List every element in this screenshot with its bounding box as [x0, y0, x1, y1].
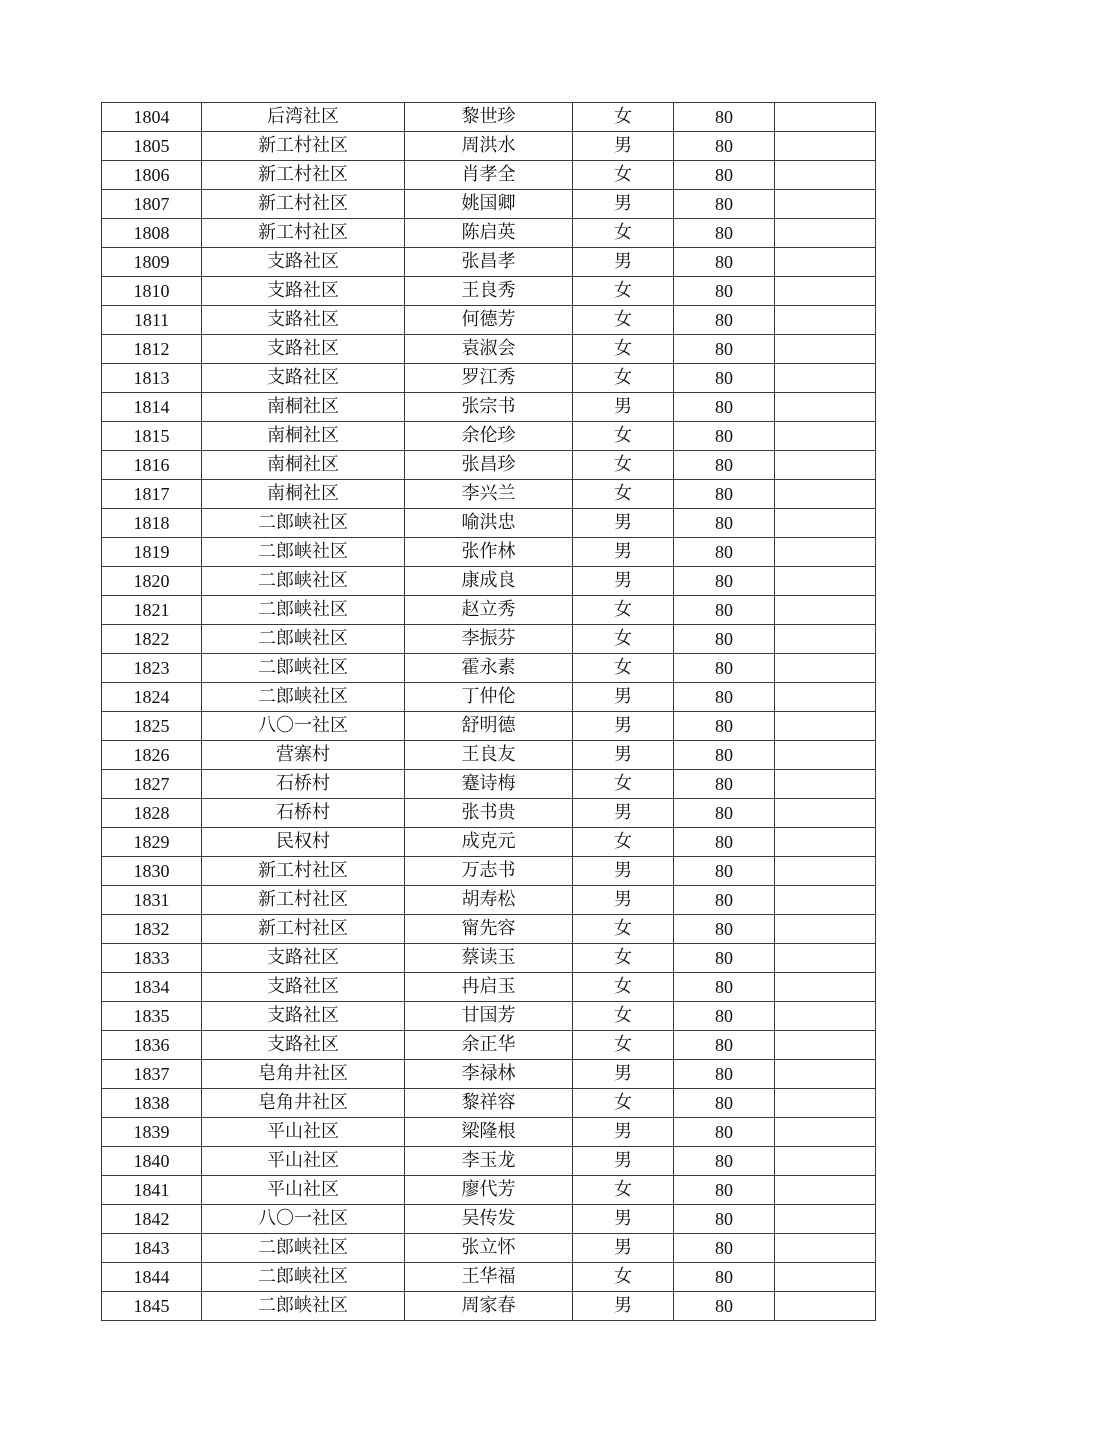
serial-number-cell: 1838 [102, 1089, 202, 1118]
person-name-cell: 甘国芳 [405, 1002, 573, 1031]
gender-cell: 女 [573, 654, 674, 683]
person-name-cell: 周家春 [405, 1292, 573, 1321]
age-cell: 80 [674, 132, 775, 161]
note-cell [775, 915, 876, 944]
serial-number-cell: 1815 [102, 422, 202, 451]
table-row [102, 1118, 876, 1147]
serial-number-cell: 1833 [102, 944, 202, 973]
table-row [102, 480, 876, 509]
table-row [102, 103, 876, 132]
serial-number-cell: 1811 [102, 306, 202, 335]
gender-cell: 男 [573, 509, 674, 538]
community-cell: 支路社区 [202, 248, 405, 277]
age-cell: 80 [674, 1147, 775, 1176]
note-cell [775, 480, 876, 509]
note-cell [775, 277, 876, 306]
gender-cell: 女 [573, 828, 674, 857]
gender-cell: 女 [573, 596, 674, 625]
serial-number-cell: 1832 [102, 915, 202, 944]
person-name-cell: 霍永素 [405, 654, 573, 683]
community-cell: 二郎峡社区 [202, 538, 405, 567]
age-cell: 80 [674, 509, 775, 538]
gender-cell: 男 [573, 1060, 674, 1089]
serial-number-cell: 1835 [102, 1002, 202, 1031]
person-name-cell: 姚国卿 [405, 190, 573, 219]
serial-number-cell: 1809 [102, 248, 202, 277]
table-row [102, 1292, 876, 1321]
table-row [102, 248, 876, 277]
person-name-cell: 吴传发 [405, 1205, 573, 1234]
table-row [102, 1205, 876, 1234]
note-cell [775, 741, 876, 770]
age-cell: 80 [674, 857, 775, 886]
serial-number-cell: 1837 [102, 1060, 202, 1089]
community-cell: 南桐社区 [202, 480, 405, 509]
table-row [102, 1060, 876, 1089]
note-cell [775, 1118, 876, 1147]
table-row [102, 219, 876, 248]
community-cell: 二郎峡社区 [202, 654, 405, 683]
gender-cell: 女 [573, 277, 674, 306]
note-cell [775, 654, 876, 683]
table-row [102, 335, 876, 364]
community-cell: 八〇一社区 [202, 1205, 405, 1234]
note-cell [775, 886, 876, 915]
gender-cell: 男 [573, 393, 674, 422]
community-cell: 支路社区 [202, 944, 405, 973]
age-cell: 80 [674, 1234, 775, 1263]
person-name-cell: 康成良 [405, 567, 573, 596]
serial-number-cell: 1820 [102, 567, 202, 596]
table-row [102, 190, 876, 219]
serial-number-cell: 1839 [102, 1118, 202, 1147]
serial-number-cell: 1840 [102, 1147, 202, 1176]
age-cell: 80 [674, 973, 775, 1002]
gender-cell: 男 [573, 1147, 674, 1176]
serial-number-cell: 1806 [102, 161, 202, 190]
gender-cell: 男 [573, 190, 674, 219]
person-name-cell: 丁仲伦 [405, 683, 573, 712]
serial-number-cell: 1844 [102, 1263, 202, 1292]
community-cell: 支路社区 [202, 335, 405, 364]
gender-cell: 女 [573, 161, 674, 190]
community-cell: 二郎峡社区 [202, 625, 405, 654]
note-cell [775, 596, 876, 625]
person-name-cell: 张昌珍 [405, 451, 573, 480]
person-name-cell: 陈启英 [405, 219, 573, 248]
note-cell [775, 509, 876, 538]
person-name-cell: 冉启玉 [405, 973, 573, 1002]
gender-cell: 女 [573, 1263, 674, 1292]
community-cell: 民权村 [202, 828, 405, 857]
age-cell: 80 [674, 770, 775, 799]
community-cell: 二郎峡社区 [202, 1292, 405, 1321]
community-cell: 南桐社区 [202, 422, 405, 451]
community-cell: 支路社区 [202, 1031, 405, 1060]
age-cell: 80 [674, 161, 775, 190]
person-name-cell: 成克元 [405, 828, 573, 857]
community-cell: 皂角井社区 [202, 1089, 405, 1118]
serial-number-cell: 1831 [102, 886, 202, 915]
note-cell [775, 625, 876, 654]
age-cell: 80 [674, 335, 775, 364]
table-row [102, 973, 876, 1002]
gender-cell: 女 [573, 335, 674, 364]
age-cell: 80 [674, 799, 775, 828]
person-name-cell: 舒明德 [405, 712, 573, 741]
age-cell: 80 [674, 1205, 775, 1234]
gender-cell: 男 [573, 538, 674, 567]
person-name-cell: 蹇诗梅 [405, 770, 573, 799]
serial-number-cell: 1814 [102, 393, 202, 422]
person-name-cell: 王良友 [405, 741, 573, 770]
community-cell: 平山社区 [202, 1118, 405, 1147]
age-cell: 80 [674, 393, 775, 422]
person-name-cell: 赵立秀 [405, 596, 573, 625]
table-row [102, 1147, 876, 1176]
table-row [102, 799, 876, 828]
community-cell: 二郎峡社区 [202, 567, 405, 596]
age-cell: 80 [674, 944, 775, 973]
table-row [102, 596, 876, 625]
gender-cell: 女 [573, 422, 674, 451]
person-name-cell: 黎祥容 [405, 1089, 573, 1118]
note-cell [775, 857, 876, 886]
person-name-cell: 廖代芳 [405, 1176, 573, 1205]
note-cell [775, 393, 876, 422]
note-cell [775, 451, 876, 480]
note-cell [775, 973, 876, 1002]
note-cell [775, 1002, 876, 1031]
table-row [102, 828, 876, 857]
community-cell: 新工村社区 [202, 886, 405, 915]
note-cell [775, 219, 876, 248]
person-name-cell: 张书贵 [405, 799, 573, 828]
gender-cell: 女 [573, 103, 674, 132]
person-name-cell: 蔡读玉 [405, 944, 573, 973]
serial-number-cell: 1827 [102, 770, 202, 799]
note-cell [775, 161, 876, 190]
note-cell [775, 1089, 876, 1118]
age-cell: 80 [674, 219, 775, 248]
note-cell [775, 335, 876, 364]
community-cell: 新工村社区 [202, 857, 405, 886]
gender-cell: 男 [573, 683, 674, 712]
table-row [102, 306, 876, 335]
table-row [102, 509, 876, 538]
serial-number-cell: 1810 [102, 277, 202, 306]
table-row [102, 1002, 876, 1031]
gender-cell: 男 [573, 1234, 674, 1263]
table-row [102, 1263, 876, 1292]
community-cell: 二郎峡社区 [202, 1234, 405, 1263]
person-name-cell: 李振芬 [405, 625, 573, 654]
person-name-cell: 张立怀 [405, 1234, 573, 1263]
note-cell [775, 770, 876, 799]
table-row [102, 915, 876, 944]
gender-cell: 男 [573, 1292, 674, 1321]
note-cell [775, 567, 876, 596]
age-cell: 80 [674, 741, 775, 770]
community-cell: 二郎峡社区 [202, 509, 405, 538]
serial-number-cell: 1836 [102, 1031, 202, 1060]
table-row [102, 712, 876, 741]
table-row [102, 567, 876, 596]
note-cell [775, 1176, 876, 1205]
table-row [102, 1089, 876, 1118]
table-row [102, 1031, 876, 1060]
serial-number-cell: 1842 [102, 1205, 202, 1234]
community-cell: 二郎峡社区 [202, 683, 405, 712]
person-name-cell: 胡寿松 [405, 886, 573, 915]
age-cell: 80 [674, 915, 775, 944]
person-name-cell: 万志书 [405, 857, 573, 886]
person-name-cell: 李禄林 [405, 1060, 573, 1089]
table-row [102, 364, 876, 393]
serial-number-cell: 1834 [102, 973, 202, 1002]
note-cell [775, 799, 876, 828]
age-cell: 80 [674, 306, 775, 335]
gender-cell: 女 [573, 625, 674, 654]
age-cell: 80 [674, 1292, 775, 1321]
note-cell [775, 1205, 876, 1234]
serial-number-cell: 1829 [102, 828, 202, 857]
age-cell: 80 [674, 480, 775, 509]
person-name-cell: 余正华 [405, 1031, 573, 1060]
table-row [102, 1234, 876, 1263]
gender-cell: 男 [573, 248, 674, 277]
serial-number-cell: 1824 [102, 683, 202, 712]
note-cell [775, 683, 876, 712]
person-name-cell: 余伦珍 [405, 422, 573, 451]
community-cell: 支路社区 [202, 364, 405, 393]
serial-number-cell: 1843 [102, 1234, 202, 1263]
serial-number-cell: 1807 [102, 190, 202, 219]
serial-number-cell: 1812 [102, 335, 202, 364]
serial-number-cell: 1817 [102, 480, 202, 509]
age-cell: 80 [674, 828, 775, 857]
community-cell: 支路社区 [202, 277, 405, 306]
serial-number-cell: 1821 [102, 596, 202, 625]
serial-number-cell: 1825 [102, 712, 202, 741]
gender-cell: 男 [573, 741, 674, 770]
table-row [102, 161, 876, 190]
serial-number-cell: 1845 [102, 1292, 202, 1321]
note-cell [775, 1060, 876, 1089]
age-cell: 80 [674, 248, 775, 277]
age-cell: 80 [674, 886, 775, 915]
serial-number-cell: 1819 [102, 538, 202, 567]
note-cell [775, 364, 876, 393]
serial-number-cell: 1816 [102, 451, 202, 480]
person-name-cell: 王华福 [405, 1263, 573, 1292]
age-cell: 80 [674, 1031, 775, 1060]
roster-table [101, 102, 876, 1321]
note-cell [775, 1234, 876, 1263]
gender-cell: 女 [573, 306, 674, 335]
serial-number-cell: 1828 [102, 799, 202, 828]
community-cell: 营寨村 [202, 741, 405, 770]
community-cell: 平山社区 [202, 1176, 405, 1205]
community-cell: 支路社区 [202, 1002, 405, 1031]
note-cell [775, 306, 876, 335]
serial-number-cell: 1805 [102, 132, 202, 161]
age-cell: 80 [674, 277, 775, 306]
serial-number-cell: 1804 [102, 103, 202, 132]
person-name-cell: 张作林 [405, 538, 573, 567]
age-cell: 80 [674, 625, 775, 654]
gender-cell: 女 [573, 219, 674, 248]
age-cell: 80 [674, 712, 775, 741]
community-cell: 支路社区 [202, 973, 405, 1002]
community-cell: 新工村社区 [202, 219, 405, 248]
note-cell [775, 1031, 876, 1060]
gender-cell: 女 [573, 770, 674, 799]
note-cell [775, 1292, 876, 1321]
gender-cell: 女 [573, 944, 674, 973]
person-name-cell: 甯先容 [405, 915, 573, 944]
table-row [102, 277, 876, 306]
community-cell: 南桐社区 [202, 393, 405, 422]
community-cell: 二郎峡社区 [202, 1263, 405, 1292]
gender-cell: 男 [573, 857, 674, 886]
note-cell [775, 248, 876, 277]
table-row [102, 393, 876, 422]
community-cell: 皂角井社区 [202, 1060, 405, 1089]
community-cell: 南桐社区 [202, 451, 405, 480]
gender-cell: 男 [573, 567, 674, 596]
note-cell [775, 132, 876, 161]
note-cell [775, 1147, 876, 1176]
community-cell: 新工村社区 [202, 190, 405, 219]
age-cell: 80 [674, 1176, 775, 1205]
community-cell: 二郎峡社区 [202, 596, 405, 625]
community-cell: 支路社区 [202, 306, 405, 335]
serial-number-cell: 1822 [102, 625, 202, 654]
age-cell: 80 [674, 1089, 775, 1118]
community-cell: 新工村社区 [202, 161, 405, 190]
roster-table-body [102, 103, 876, 1321]
serial-number-cell: 1818 [102, 509, 202, 538]
gender-cell: 女 [573, 1002, 674, 1031]
table-row [102, 625, 876, 654]
gender-cell: 男 [573, 1118, 674, 1147]
age-cell: 80 [674, 190, 775, 219]
person-name-cell: 罗江秀 [405, 364, 573, 393]
person-name-cell: 李玉龙 [405, 1147, 573, 1176]
age-cell: 80 [674, 451, 775, 480]
person-name-cell: 梁隆根 [405, 1118, 573, 1147]
note-cell [775, 944, 876, 973]
community-cell: 石桥村 [202, 799, 405, 828]
table-row [102, 886, 876, 915]
table-row [102, 132, 876, 161]
serial-number-cell: 1841 [102, 1176, 202, 1205]
community-cell: 平山社区 [202, 1147, 405, 1176]
gender-cell: 女 [573, 364, 674, 393]
gender-cell: 男 [573, 1205, 674, 1234]
person-name-cell: 周洪水 [405, 132, 573, 161]
note-cell [775, 190, 876, 219]
person-name-cell: 黎世珍 [405, 103, 573, 132]
table-row [102, 422, 876, 451]
age-cell: 80 [674, 364, 775, 393]
gender-cell: 男 [573, 886, 674, 915]
age-cell: 80 [674, 1263, 775, 1292]
age-cell: 80 [674, 1060, 775, 1089]
note-cell [775, 1263, 876, 1292]
age-cell: 80 [674, 596, 775, 625]
table-row [102, 1176, 876, 1205]
gender-cell: 女 [573, 1089, 674, 1118]
serial-number-cell: 1830 [102, 857, 202, 886]
age-cell: 80 [674, 1118, 775, 1147]
age-cell: 80 [674, 1002, 775, 1031]
note-cell [775, 538, 876, 567]
note-cell [775, 712, 876, 741]
gender-cell: 女 [573, 451, 674, 480]
person-name-cell: 王良秀 [405, 277, 573, 306]
gender-cell: 男 [573, 712, 674, 741]
serial-number-cell: 1823 [102, 654, 202, 683]
note-cell [775, 828, 876, 857]
table-row [102, 654, 876, 683]
age-cell: 80 [674, 422, 775, 451]
gender-cell: 女 [573, 1176, 674, 1205]
gender-cell: 女 [573, 480, 674, 509]
person-name-cell: 张宗书 [405, 393, 573, 422]
age-cell: 80 [674, 103, 775, 132]
person-name-cell: 何德芳 [405, 306, 573, 335]
serial-number-cell: 1826 [102, 741, 202, 770]
note-cell [775, 103, 876, 132]
gender-cell: 女 [573, 915, 674, 944]
gender-cell: 女 [573, 973, 674, 1002]
age-cell: 80 [674, 567, 775, 596]
gender-cell: 男 [573, 799, 674, 828]
person-name-cell: 张昌孝 [405, 248, 573, 277]
age-cell: 80 [674, 683, 775, 712]
community-cell: 后湾社区 [202, 103, 405, 132]
person-name-cell: 袁淑会 [405, 335, 573, 364]
table-row [102, 857, 876, 886]
serial-number-cell: 1808 [102, 219, 202, 248]
age-cell: 80 [674, 654, 775, 683]
person-name-cell: 喻洪忠 [405, 509, 573, 538]
table-row [102, 538, 876, 567]
community-cell: 新工村社区 [202, 132, 405, 161]
gender-cell: 男 [573, 132, 674, 161]
gender-cell: 女 [573, 1031, 674, 1060]
table-row [102, 451, 876, 480]
table-row [102, 770, 876, 799]
note-cell [775, 422, 876, 451]
person-name-cell: 李兴兰 [405, 480, 573, 509]
person-name-cell: 肖孝全 [405, 161, 573, 190]
table-row [102, 741, 876, 770]
community-cell: 石桥村 [202, 770, 405, 799]
community-cell: 新工村社区 [202, 915, 405, 944]
serial-number-cell: 1813 [102, 364, 202, 393]
table-row [102, 683, 876, 712]
table-row [102, 944, 876, 973]
age-cell: 80 [674, 538, 775, 567]
community-cell: 八〇一社区 [202, 712, 405, 741]
